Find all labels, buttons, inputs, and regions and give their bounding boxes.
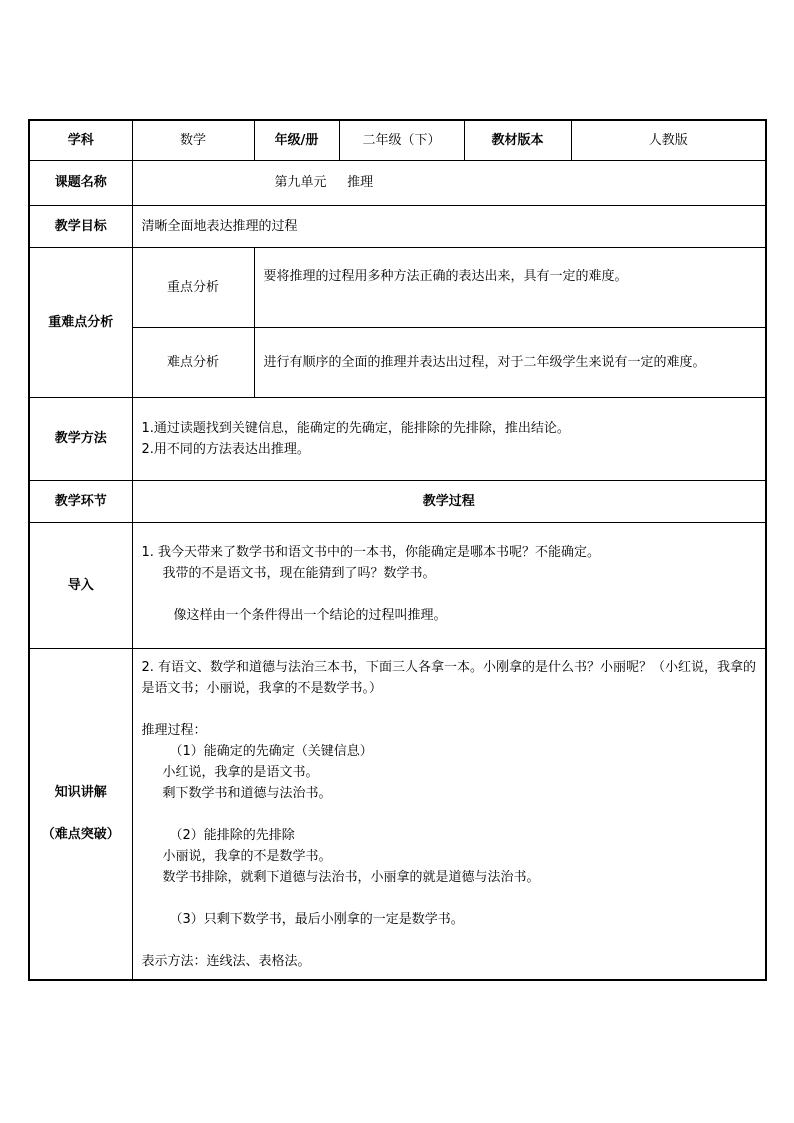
edition-value: 人教版 [571, 120, 766, 160]
step2-line-2: 数学书排除，就剩下道德与法治书，小丽拿的就是道德与法治书。 [162, 869, 540, 885]
difficult-point-value: 进行有顺序的全面的推理并表达出过程，对于二年级学生来说有一定的难度。 [254, 327, 766, 397]
method-content [132, 397, 766, 480]
knowledge-question: 2. 有语文、数学和道德与法治三本书，下面三人各拿一本。小刚拿的是什么书？小丽呢？（小红说，我拿的是语文书；小丽说，我拿的不是数学书。） [141, 659, 757, 696]
spacer [142, 804, 760, 825]
knowledge-row [29, 648, 766, 980]
topic-value: 第九单元 推理 [132, 160, 766, 205]
step1-title: （1）能确定的先确定（关键信息） [169, 743, 373, 759]
analysis-label: 重难点分析 [29, 247, 132, 397]
spacer [30, 803, 132, 824]
knowledge-label: 知识讲解 [54, 785, 107, 801]
grade-label: 年级/册 [254, 120, 339, 160]
subject-value: 数学 [132, 120, 254, 160]
step2-title: （2）能排除的先排除 [169, 827, 295, 843]
objective-label: 教学目标 [29, 205, 132, 247]
key-point-label: 重点分析 [132, 247, 254, 327]
spacer [142, 584, 760, 605]
method-line-2: 2.用不同的方法表达出推理。 [141, 441, 310, 457]
edition-label: 教材版本 [464, 120, 571, 160]
intro-content [132, 522, 766, 648]
grade-value: 二年级（下） [339, 120, 464, 160]
knowledge-label-cell [29, 648, 132, 980]
intro-row [29, 522, 766, 648]
key-point-row [29, 247, 766, 327]
objective-row [29, 205, 766, 247]
topic-label: 课题名称 [29, 160, 132, 205]
process-title: 推理过程： [141, 722, 207, 738]
method-label: 教学方法 [29, 397, 132, 480]
key-point-value: 要将推理的过程用多种方法正确的表达出来，具有一定的难度。 [254, 247, 766, 327]
methods-line: 表示方法：连线法、表格法。 [141, 953, 311, 969]
intro-line-2: 我带的不是语文书，现在能猜到了吗？数学书。 [162, 565, 436, 581]
spacer [142, 930, 760, 951]
method-row [29, 397, 766, 480]
spacer [142, 888, 760, 909]
spacer [142, 699, 760, 720]
header-row [29, 120, 766, 160]
intro-label: 导入 [29, 522, 132, 648]
knowledge-sublabel: （难点突破） [41, 827, 120, 843]
lesson-plan-table [28, 119, 767, 981]
stage-header: 教学环节 [29, 480, 132, 522]
intro-line-3: 像这样由一个条件得出一个结论的过程叫推理。 [173, 607, 447, 623]
step2-line-1: 小丽说，我拿的不是数学书。 [162, 848, 332, 864]
step1-line-2: 剩下数学书和道德与法治书。 [162, 785, 332, 801]
difficult-point-row [29, 327, 766, 397]
method-line-1: 1.通过读题找到关键信息，能确定的先确定，能排除的先排除，推出结论。 [141, 420, 570, 436]
intro-line-1: 1. 我今天带来了数学书和语文书中的一本书，你能确定是哪本书呢？不能确定。 [141, 544, 601, 560]
difficult-point-label: 难点分析 [132, 327, 254, 397]
subject-label: 学科 [29, 120, 132, 160]
process-header: 教学过程 [132, 480, 766, 522]
step1-line-1: 小红说，我拿的是语文书。 [162, 764, 319, 780]
step3-title: （3）只剩下数学书，最后小刚拿的一定是数学书。 [169, 911, 464, 927]
process-header-row [29, 480, 766, 522]
knowledge-content [132, 648, 766, 980]
topic-row [29, 160, 766, 205]
objective-value: 清晰全面地表达推理的过程 [132, 205, 766, 247]
